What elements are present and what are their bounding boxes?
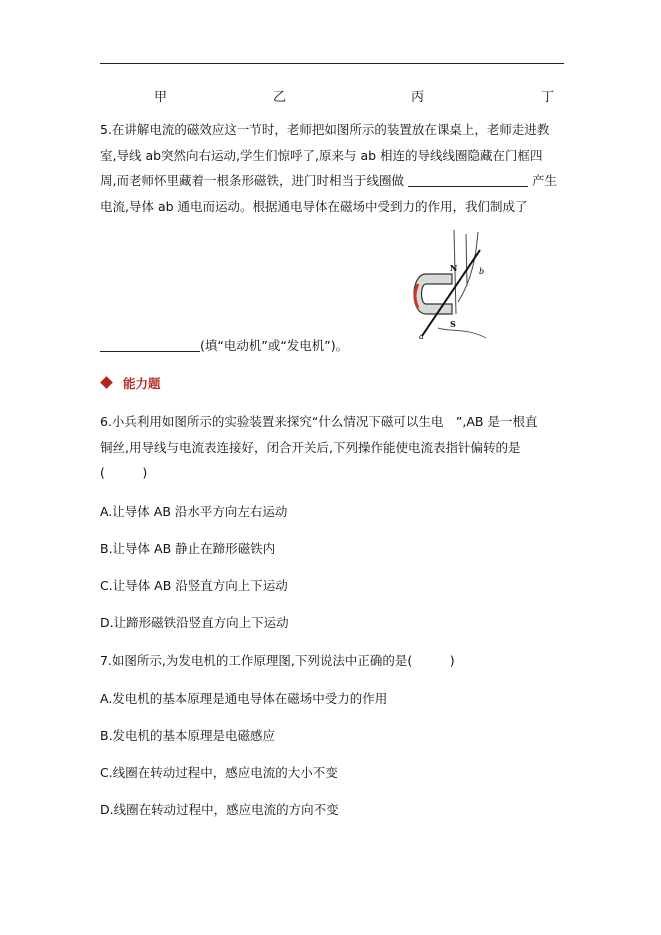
pole-n-label: N — [450, 263, 458, 273]
figure-label-yi: 乙 — [273, 90, 287, 105]
magnet-wire-figure — [398, 228, 490, 340]
q5-line-3-end: 产生 — [531, 173, 557, 188]
q6-line-1: 6.小兵利用如图所示的实验装置来探究“什么情况下磁可以生电 ”,AB 是一根直 — [100, 414, 538, 429]
q7-stem: 7.如图所示,为发电机的工作原理图,下列说法中正确的是( ) — [100, 653, 455, 668]
diamond-bullet-icon — [100, 376, 113, 389]
q5-answer-line — [100, 336, 348, 354]
q6-option-d[interactable]: D.让蹄形磁铁沿竖直方向上下运动 — [100, 615, 289, 630]
q7-option-c[interactable]: C.线圈在转动过程中，感应电流的大小不变 — [100, 765, 338, 780]
support-rod-right — [466, 234, 467, 286]
q5-answer-blank-2[interactable] — [100, 337, 200, 352]
lead-wire — [438, 328, 486, 338]
figure-label-jia: 甲 — [154, 90, 168, 105]
figure-label-bing: 丙 — [411, 90, 425, 105]
q7-option-a[interactable]: A.发电机的基本原理是通电导体在磁场中受力的作用 — [100, 691, 388, 706]
q6-option-b[interactable]: B.让导体 AB 静止在蹄形磁铁内 — [100, 541, 276, 556]
u-magnet-icon — [414, 274, 452, 314]
q5-answer-hint: (填“电动机”或“发电机”)。 — [200, 338, 349, 353]
q7-option-d[interactable]: D.线圈在转动过程中，感应电流的方向不变 — [100, 802, 339, 817]
q5-answer-blank-1[interactable] — [408, 172, 528, 187]
q6-option-c[interactable]: C.让导体 AB 沿竖直方向上下运动 — [100, 578, 288, 593]
pole-s-label: S — [450, 319, 456, 329]
header-rule — [100, 63, 564, 64]
q5-line-2: 室,导线 ab突然向右运动,学生们惊呼了,原来与 ab 相连的导线线圈隐藏在门框四 — [100, 147, 543, 163]
q5-line-3-text: 周,而老师怀里藏着一根条形磁铁，进门时相当于线圈做 — [100, 173, 404, 188]
end-a-label: a — [419, 332, 424, 340]
q7-option-b[interactable]: B.发电机的基本原理是电磁感应 — [100, 728, 276, 743]
question-5 — [100, 117, 570, 219]
question-6 — [100, 409, 570, 486]
end-b-label: b — [479, 267, 485, 276]
q6-line-2: 铜丝,用导线与电流表连接好，闭合开关后,下列操作能使电流表指针偏转的是 — [100, 439, 521, 455]
q5-line-4: 电流,导体 ab 通电而运动。根据通电导体在磁场中受到力的作用，我们制成了 — [100, 198, 528, 214]
q6-answer-paren[interactable]: ( ) — [100, 465, 148, 480]
figure-label-ding: 丁 — [541, 90, 555, 105]
q5-line-1: 5.在讲解电流的磁效应这一节时，老师把如图所示的装置放在课桌上，老师走进教 — [100, 122, 550, 137]
section-heading — [102, 374, 161, 392]
section-title: 能力题 — [123, 376, 161, 391]
q5-line-3 — [100, 168, 570, 194]
q6-option-a[interactable]: A.让导体 AB 沿水平方向左右运动 — [100, 504, 288, 519]
